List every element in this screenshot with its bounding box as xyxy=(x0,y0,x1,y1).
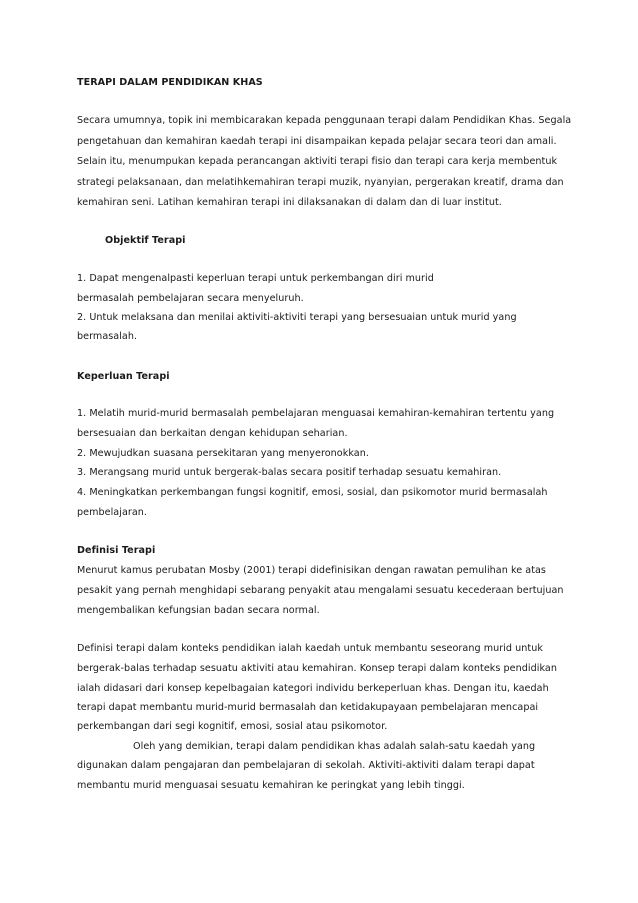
konteks-line: terapi dapat membantu murid-murid bermasalah dan ketidakupayaan pembelajaran mencapai xyxy=(77,702,539,713)
objektif-line: 2. Untuk melaksana dan menilai aktiviti-aktiviti terapi yang bersesuaian untuk murid yang xyxy=(77,312,517,323)
kesimpulan-line: digunakan dalam pengajaran dan pembelajaran di sekolah. Aktiviti-aktiviti dalam terapi dapat xyxy=(77,760,535,771)
intro-line: pengetahuan dan kemahiran kaedah terapi ini disampaikan kepada pelajar secara teori dan amali. xyxy=(77,136,557,147)
objektif-line: bermasalah. xyxy=(77,331,138,342)
keperluan-line: 1. Melatih murid-murid bermasalah pembelajaran menguasai kemahiran-kemahiran tertentu yang xyxy=(77,408,555,419)
keperluan-line: 3. Merangsang murid untuk bergerak-balas secara positif terhadap sesuatu kemahiran. xyxy=(77,467,502,478)
konteks-line: Definisi terapi dalam konteks pendidikan ialah kaedah untuk membantu seseorang murid untuk xyxy=(77,643,543,654)
document-title: TERAPI DALAM PENDIDIKAN KHAS xyxy=(77,77,263,88)
objektif-line: 1. Dapat mengenalpasti keperluan terapi untuk perkembangan diri murid xyxy=(77,273,434,284)
definisi-line: mengembalikan kefungsian badan secara normal. xyxy=(77,605,320,616)
kesimpulan-line: Oleh yang demikian, terapi dalam pendidikan khas adalah salah-satu kaedah yang xyxy=(133,741,536,752)
intro-line: strategi pelaksanaan, dan melatihkemahiran terapi muzik, nyanyian, pergerakan kreatif, drama dan xyxy=(77,177,564,188)
intro-line: Secara umumnya, topik ini membicarakan kepada penggunaan terapi dalam Pendidikan Khas. Segala xyxy=(77,115,572,126)
objektif-line: bermasalah pembelajaran secara menyeluruh. xyxy=(77,293,304,304)
kesimpulan-line: membantu murid menguasai sesuatu kemahiran ke peringkat yang lebih tinggi. xyxy=(77,780,465,791)
keperluan-heading: Keperluan Terapi xyxy=(77,371,170,382)
keperluan-line: pembelajaran. xyxy=(77,507,148,518)
definisi-line: Menurut kamus perubatan Mosby (2001) terapi didefinisikan dengan rawatan pemulihan ke atas xyxy=(77,565,546,576)
intro-line: Selain itu, menumpukan kepada perancangan aktiviti terapi fisio dan terapi cara kerja membentuk xyxy=(77,156,558,167)
konteks-line: ialah didasari dari konsep kepelbagaian kategori individu berkeperluan khas. Dengan itu, kaedah xyxy=(77,683,549,694)
definisi-line: pesakit yang pernah menghidapi sebarang penyakit atau mengalami sesuatu kecederaan bertujuan xyxy=(77,585,564,596)
definisi-heading: Definisi Terapi xyxy=(77,545,156,556)
objektif-heading: Objektif Terapi xyxy=(105,235,186,246)
keperluan-line: 2. Mewujudkan suasana persekitaran yang menyeronokkan. xyxy=(77,448,369,459)
keperluan-line: bersesuaian dan berkaitan dengan kehidupan seharian. xyxy=(77,428,348,439)
konteks-line: bergerak-balas terhadap sesuatu aktiviti atau kemahiran. Konsep terapi dalam konteks pendidikan xyxy=(77,663,557,674)
keperluan-line: 4. Meningkatkan perkembangan fungsi kognitif, emosi, sosial, dan psikomotor murid bermasalah xyxy=(77,487,548,498)
intro-line: kemahiran seni. Latihan kemahiran terapi ini dilaksanakan di dalam dan di luar institut. xyxy=(77,197,502,208)
konteks-line: perkembangan dari segi kognitif, emosi, sosial atau psikomotor. xyxy=(77,721,388,732)
